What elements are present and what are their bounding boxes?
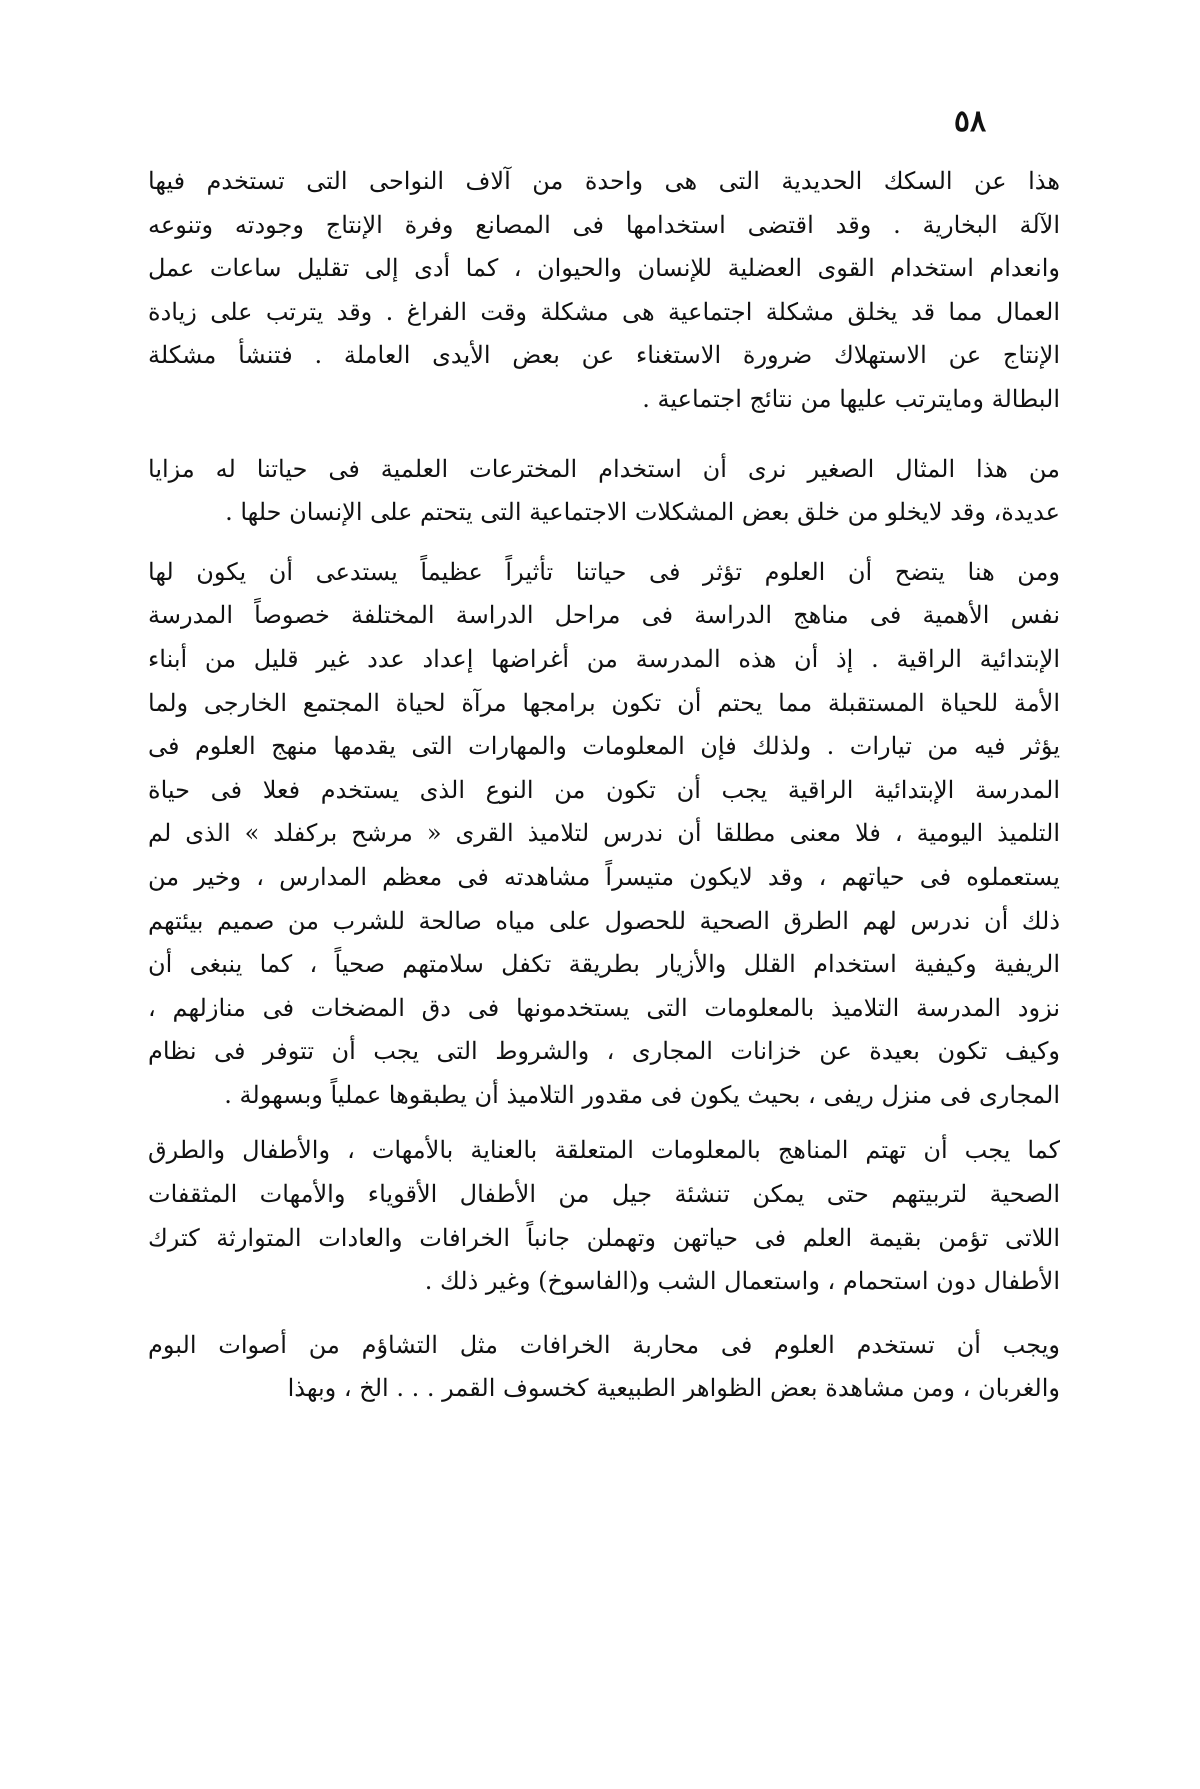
text-line: كما يجب أن تهتم المناهج بالمعلومات المتعلقة بالعناية بالأمهات ، والأطفال والطرق (148, 1136, 1060, 1165)
text-line: هذا عن السكك الحديدية التى هى واحدة من آلاف النواحى التى تستخدم فيها (148, 167, 1060, 195)
text-line: المجارى فى منزل ريفى ، بحيث يكون فى مقدور التلاميذ أن يطبقوها عملياً وبسهولة . (224, 1080, 1060, 1109)
text-line: ومن هنا يتضح أن العلوم تؤثر فى حياتنا تأثيراً عظيماً يستدعى أن يكون لها (148, 557, 1060, 586)
paragraph-spacer (148, 535, 1060, 551)
text-line: المدرسة الإبتدائية الراقية يجب أن تكون من النوع الذى يستخدم فعلا فى حياة (148, 775, 1060, 804)
page-number: ٥٨ (953, 104, 987, 139)
text-line: الأمة للحياة المستقبلة مما يحتم أن تكون برامجها مرآة لحياة المجتمع الخارجى ولما (148, 688, 1060, 717)
text-line: الريفية وكيفية استخدام القلل والأزيار بطريقة تكفل سلامتهم صحياً ، كما ينبغى أن (148, 950, 1060, 979)
paragraph-science-in-school (148, 551, 1060, 1118)
text-line: ذلك أن ندرس لهم الطرق الصحية للحصول على مياه صالحة للشرب من صميم بيئتهم (148, 906, 1060, 935)
body-text (148, 160, 1060, 1411)
paragraph-mothers-children (148, 1129, 1060, 1303)
text-line: الآلة البخارية . وقد اقتضى استخدامها فى المصانع وفرة الإنتاج وجودته وتنوعه (148, 210, 1060, 239)
text-line: ويجب أن تستخدم العلوم فى محاربة الخرافات مثل التشاؤم من أصوات البوم (148, 1330, 1060, 1359)
text-line: عديدة، وقد لايخلو من خلق بعض المشكلات الاجتماعية التى يتحتم على الإنسان حلها . (225, 498, 1060, 527)
text-line: الإنتاج عن الاستهلاك ضرورة الاستغناء عن بعض الأيدى العاملة . فتنشأ مشكلة (148, 341, 1060, 370)
text-line: نفس الأهمية فى مناهج الدراسة فى مراحل الدراسة المختلفة خصوصاً المدرسة (148, 601, 1060, 630)
text-line: وانعدام استخدام القوى العضلية للإنسان والحيوان ، كما أدى إلى تقليل ساعات عمل (148, 254, 1060, 283)
paragraph-spacer (148, 1117, 1060, 1129)
paragraph-spacer (148, 1304, 1060, 1324)
text-line: وكيف تكون بعيدة عن خزانات المجارى ، والشروط التى يجب أن تتوفر فى نظام (148, 1037, 1060, 1066)
paragraph-railways (148, 160, 1060, 422)
text-line: البطالة ومايترتب عليها من نتائج اجتماعية . (642, 384, 1060, 413)
text-line: والغربان ، ومن مشاهدة بعض الظواهر الطبيعية كخسوف القمر . . . الخ ، وبهذا (287, 1374, 1060, 1403)
text-line: العمال مما قد يخلق مشكلة اجتماعية هى مشكلة وقت الفراغ . وقد يترتب على زيادة (148, 297, 1060, 326)
text-line: يؤثر فيه من تيارات . ولذلك فإن المعلومات والمهارات التى يقدمها منهج العلوم فى (148, 732, 1060, 761)
paragraph-superstitions (148, 1324, 1060, 1411)
text-line: يستعملوه فى حياتهم ، وقد لايكون متيسراً مشاهدته فى معظم المدارس ، وخير من (148, 862, 1060, 891)
text-line: الصحية لتربيتهم حتى يمكن تنشئة جيل من الأطفال الأقوياء والأمهات المثقفات (148, 1180, 1060, 1209)
paragraph-spacer (148, 422, 1060, 448)
text-line: اللاتى تؤمن بقيمة العلم فى حياتهن وتهملن جانباً الخرافات والعادات المتوارثة كترك (148, 1223, 1060, 1252)
text-line: من هذا المثال الصغير نرى أن استخدام المخترعات العلمية فى حياتنا له مزايا (148, 454, 1060, 483)
text-line: نزود المدرسة التلاميذ بالمعلومات التى يستخدمونها فى دق المضخات فى منازلهم ، (148, 993, 1060, 1022)
text-line: الإبتدائية الراقية . إذ أن هذه المدرسة من أغراضها إعداد عدد غير قليل من أبناء (148, 644, 1060, 673)
paragraph-small-example (148, 448, 1060, 535)
text-line: الأطفال دون استحمام ، واستعمال الشب و(الفاسوخ) وغير ذلك . (424, 1267, 1060, 1296)
text-line: التلميذ اليومية ، فلا معنى مطلقا أن ندرس لتلاميذ القرى « مرشح بركفلد » الذى لم (148, 819, 1060, 848)
